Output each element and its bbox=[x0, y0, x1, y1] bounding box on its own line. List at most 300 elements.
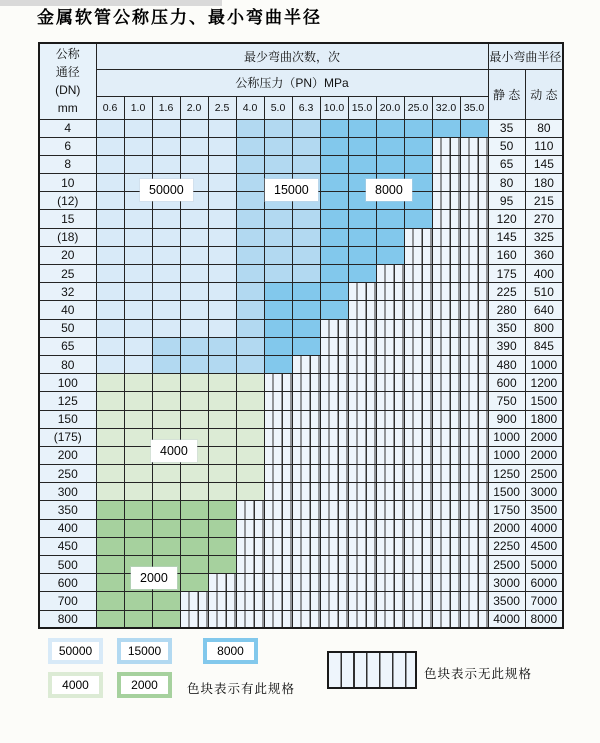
dn-cell: 300 bbox=[39, 483, 96, 501]
static-radius-cell: 145 bbox=[488, 228, 525, 246]
spec-cell-4000 bbox=[124, 446, 152, 464]
no-spec-cell bbox=[404, 483, 432, 501]
min-bend-radius-header: 最小弯曲半径 bbox=[488, 43, 563, 69]
dn-cell: 4 bbox=[39, 119, 96, 137]
no-spec-cell bbox=[432, 483, 460, 501]
spec-cell-50000 bbox=[96, 119, 124, 137]
dynamic-radius-cell: 325 bbox=[525, 228, 563, 246]
no-spec-cell bbox=[460, 483, 488, 501]
spec-cell-2000 bbox=[208, 501, 236, 519]
legend-swatch-value: 15000 bbox=[121, 642, 168, 660]
dynamic-radius-cell: 2000 bbox=[525, 428, 563, 446]
no-spec-cell bbox=[432, 610, 460, 628]
no-spec-cell bbox=[320, 592, 348, 610]
spec-cell-50000 bbox=[180, 283, 208, 301]
spec-cell-50000 bbox=[124, 319, 152, 337]
spec-cell-50000 bbox=[96, 192, 124, 210]
spec-cell-50000 bbox=[152, 319, 180, 337]
dynamic-radius-cell: 110 bbox=[525, 137, 563, 155]
dynamic-radius-cell: 1200 bbox=[525, 374, 563, 392]
spec-cell-8000 bbox=[292, 283, 320, 301]
no-spec-cell bbox=[460, 283, 488, 301]
no-spec-cell bbox=[348, 446, 376, 464]
no-spec-cell bbox=[432, 592, 460, 610]
no-spec-cell bbox=[292, 465, 320, 483]
dynamic-radius-cell: 360 bbox=[525, 246, 563, 264]
pressure-col-header: 1.6 bbox=[152, 96, 180, 119]
spec-cell-2000 bbox=[96, 556, 124, 574]
no-spec-cell bbox=[236, 537, 264, 555]
spec-cell-2000 bbox=[152, 592, 180, 610]
static-radius-cell: 35 bbox=[488, 119, 525, 137]
static-radius-cell: 65 bbox=[488, 155, 525, 173]
no-spec-cell bbox=[320, 519, 348, 537]
spec-cell-50000 bbox=[124, 155, 152, 173]
legend-swatch-50000 bbox=[48, 638, 103, 664]
pressure-col-header: 32.0 bbox=[432, 96, 460, 119]
static-radius-cell: 390 bbox=[488, 337, 525, 355]
no-spec-cell bbox=[404, 592, 432, 610]
table-row bbox=[39, 556, 563, 574]
zone-count-label: 2000 bbox=[131, 567, 177, 589]
spec-cell-50000 bbox=[152, 265, 180, 283]
static-radius-cell: 1500 bbox=[488, 483, 525, 501]
spec-cell-2000 bbox=[124, 537, 152, 555]
no-spec-cell bbox=[292, 355, 320, 373]
spec-cell-50000 bbox=[96, 228, 124, 246]
dn-cell: 25 bbox=[39, 265, 96, 283]
dn-cell: 65 bbox=[39, 337, 96, 355]
no-spec-cell bbox=[264, 519, 292, 537]
no-spec-cell bbox=[404, 610, 432, 628]
table-row bbox=[39, 155, 563, 173]
spec-cell-8000 bbox=[320, 192, 348, 210]
no-spec-cell bbox=[264, 428, 292, 446]
no-spec-cell bbox=[320, 446, 348, 464]
no-spec-cell bbox=[432, 137, 460, 155]
spec-cell-4000 bbox=[152, 465, 180, 483]
no-spec-cell bbox=[460, 574, 488, 592]
no-spec-cell bbox=[292, 483, 320, 501]
spec-cell-2000 bbox=[124, 519, 152, 537]
no-spec-cell bbox=[236, 519, 264, 537]
no-spec-cell bbox=[404, 465, 432, 483]
spec-table bbox=[38, 42, 564, 629]
spec-cell-8000 bbox=[376, 228, 404, 246]
no-spec-cell bbox=[348, 610, 376, 628]
no-spec-cell bbox=[404, 246, 432, 264]
spec-cell-2000 bbox=[96, 574, 124, 592]
dn-cell: (18) bbox=[39, 228, 96, 246]
no-spec-cell bbox=[348, 301, 376, 319]
static-radius-cell: 2000 bbox=[488, 519, 525, 537]
spec-cell-8000 bbox=[376, 137, 404, 155]
legend-swatch-4000 bbox=[48, 672, 103, 698]
spec-cell-8000 bbox=[320, 155, 348, 173]
spec-cell-4000 bbox=[180, 410, 208, 428]
dn-cell: 50 bbox=[39, 319, 96, 337]
no-spec-cell bbox=[320, 319, 348, 337]
spec-cell-15000 bbox=[236, 137, 264, 155]
spec-cell-4000 bbox=[208, 374, 236, 392]
static-radius-cell: 160 bbox=[488, 246, 525, 264]
no-spec-cell bbox=[460, 519, 488, 537]
table-row bbox=[39, 210, 563, 228]
no-spec-cell bbox=[460, 174, 488, 192]
spec-cell-50000 bbox=[208, 174, 236, 192]
pressure-col-header: 10.0 bbox=[320, 96, 348, 119]
static-radius-cell: 4000 bbox=[488, 610, 525, 628]
no-spec-cell bbox=[432, 537, 460, 555]
spec-cell-15000 bbox=[152, 355, 180, 373]
dynamic-radius-cell: 215 bbox=[525, 192, 563, 210]
dn-cell: 40 bbox=[39, 301, 96, 319]
no-spec-cell bbox=[404, 228, 432, 246]
spec-cell-8000 bbox=[292, 337, 320, 355]
spec-cell-50000 bbox=[208, 265, 236, 283]
spec-cell-50000 bbox=[124, 210, 152, 228]
spec-cell-4000 bbox=[124, 483, 152, 501]
no-spec-cell bbox=[404, 374, 432, 392]
spec-cell-50000 bbox=[208, 137, 236, 155]
spec-cell-2000 bbox=[96, 501, 124, 519]
no-spec-cell bbox=[432, 410, 460, 428]
spec-cell-50000 bbox=[96, 265, 124, 283]
no-spec-cell bbox=[404, 355, 432, 373]
no-spec-cell bbox=[236, 574, 264, 592]
dynamic-radius-cell: 5000 bbox=[525, 556, 563, 574]
static-radius-cell: 80 bbox=[488, 174, 525, 192]
dn-cell: 250 bbox=[39, 465, 96, 483]
bend-cycles-header: 最少弯曲次数，次 bbox=[96, 43, 488, 69]
no-spec-cell bbox=[460, 319, 488, 337]
spec-cell-50000 bbox=[152, 283, 180, 301]
table-row bbox=[39, 537, 563, 555]
no-spec-cell bbox=[320, 465, 348, 483]
static-radius-cell: 900 bbox=[488, 410, 525, 428]
static-radius-cell: 95 bbox=[488, 192, 525, 210]
no-spec-cell bbox=[460, 556, 488, 574]
no-spec-cell bbox=[348, 537, 376, 555]
spec-cell-2000 bbox=[152, 610, 180, 628]
spec-cell-50000 bbox=[124, 137, 152, 155]
no-spec-cell bbox=[460, 392, 488, 410]
static-radius-cell: 280 bbox=[488, 301, 525, 319]
legend-swatch-15000 bbox=[117, 638, 172, 664]
no-spec-cell bbox=[432, 465, 460, 483]
spec-cell-15000 bbox=[236, 155, 264, 173]
no-spec-cell bbox=[432, 174, 460, 192]
spec-cell-4000 bbox=[96, 392, 124, 410]
spec-cell-4000 bbox=[208, 392, 236, 410]
no-spec-cell bbox=[432, 155, 460, 173]
spec-cell-8000 bbox=[264, 337, 292, 355]
spec-cell-2000 bbox=[180, 537, 208, 555]
no-spec-cell bbox=[236, 556, 264, 574]
no-spec-cell bbox=[348, 519, 376, 537]
spec-cell-8000 bbox=[348, 265, 376, 283]
spec-cell-8000 bbox=[320, 283, 348, 301]
spec-cell-8000 bbox=[320, 137, 348, 155]
spec-cell-2000 bbox=[180, 519, 208, 537]
no-spec-cell bbox=[432, 374, 460, 392]
spec-cell-4000 bbox=[96, 410, 124, 428]
spec-cell-2000 bbox=[96, 519, 124, 537]
spec-cell-15000 bbox=[208, 337, 236, 355]
no-spec-cell bbox=[460, 355, 488, 373]
spec-cell-4000 bbox=[208, 465, 236, 483]
spec-cell-15000 bbox=[264, 137, 292, 155]
no-spec-cell bbox=[348, 337, 376, 355]
no-spec-cell bbox=[376, 355, 404, 373]
spec-cell-4000 bbox=[124, 410, 152, 428]
no-spec-cell bbox=[320, 610, 348, 628]
spec-cell-50000 bbox=[180, 155, 208, 173]
dn-cell: 125 bbox=[39, 392, 96, 410]
spec-cell-15000 bbox=[264, 119, 292, 137]
spec-cell-50000 bbox=[152, 137, 180, 155]
spec-cell-4000 bbox=[152, 483, 180, 501]
no-spec-cell bbox=[292, 428, 320, 446]
spec-cell-50000 bbox=[96, 210, 124, 228]
dn-cell: 32 bbox=[39, 283, 96, 301]
no-spec-cell bbox=[208, 574, 236, 592]
spec-cell-15000 bbox=[152, 337, 180, 355]
spec-cell-50000 bbox=[124, 301, 152, 319]
table-row bbox=[39, 337, 563, 355]
spec-cell-8000 bbox=[320, 228, 348, 246]
table-row bbox=[39, 392, 563, 410]
no-spec-cell bbox=[376, 556, 404, 574]
dn-cell: 400 bbox=[39, 519, 96, 537]
no-spec-cell bbox=[404, 556, 432, 574]
spec-cell-4000 bbox=[236, 428, 264, 446]
no-spec-cell bbox=[460, 228, 488, 246]
pressure-col-header: 2.0 bbox=[180, 96, 208, 119]
spec-cell-8000 bbox=[460, 119, 488, 137]
spec-cell-50000 bbox=[180, 301, 208, 319]
no-spec-cell bbox=[432, 556, 460, 574]
dn-cell: 200 bbox=[39, 446, 96, 464]
pressure-col-header: 5.0 bbox=[264, 96, 292, 119]
no-spec-cell bbox=[460, 192, 488, 210]
no-spec-cell bbox=[264, 537, 292, 555]
spec-cell-8000 bbox=[292, 319, 320, 337]
no-spec-cell bbox=[348, 410, 376, 428]
static-radius-cell: 175 bbox=[488, 265, 525, 283]
spec-cell-8000 bbox=[264, 301, 292, 319]
spec-cell-2000 bbox=[152, 519, 180, 537]
table-row bbox=[39, 501, 563, 519]
no-spec-cell bbox=[264, 392, 292, 410]
dn-cell: 450 bbox=[39, 537, 96, 555]
spec-cell-50000 bbox=[208, 210, 236, 228]
no-spec-cell bbox=[376, 301, 404, 319]
dynamic-radius-cell: 800 bbox=[525, 319, 563, 337]
spec-cell-50000 bbox=[124, 337, 152, 355]
spec-cell-8000 bbox=[348, 228, 376, 246]
table-row bbox=[39, 228, 563, 246]
no-spec-cell bbox=[292, 519, 320, 537]
no-spec-cell bbox=[460, 592, 488, 610]
spec-cell-4000 bbox=[236, 410, 264, 428]
no-spec-cell bbox=[376, 283, 404, 301]
spec-cell-15000 bbox=[180, 355, 208, 373]
spec-cell-50000 bbox=[208, 301, 236, 319]
page-title: 金属软管公称压力、最小弯曲半径 bbox=[37, 8, 322, 28]
dynamic-radius-cell: 510 bbox=[525, 283, 563, 301]
spec-cell-2000 bbox=[180, 574, 208, 592]
spec-cell-4000 bbox=[152, 374, 180, 392]
no-spec-cell bbox=[236, 610, 264, 628]
no-spec-cell bbox=[432, 428, 460, 446]
dn-cell: (175) bbox=[39, 428, 96, 446]
dynamic-radius-cell: 4500 bbox=[525, 537, 563, 555]
static-radius-cell: 600 bbox=[488, 374, 525, 392]
spec-cell-15000 bbox=[264, 246, 292, 264]
spec-cell-4000 bbox=[180, 483, 208, 501]
table-row bbox=[39, 265, 563, 283]
no-spec-cell bbox=[376, 337, 404, 355]
no-spec-cell bbox=[236, 501, 264, 519]
static-radius-cell: 3500 bbox=[488, 592, 525, 610]
spec-cell-4000 bbox=[96, 374, 124, 392]
spec-cell-15000 bbox=[236, 119, 264, 137]
spec-cell-4000 bbox=[208, 428, 236, 446]
spec-cell-50000 bbox=[96, 283, 124, 301]
no-spec-cell bbox=[404, 283, 432, 301]
spec-cell-15000 bbox=[292, 246, 320, 264]
table-row bbox=[39, 119, 563, 137]
spec-cell-8000 bbox=[348, 246, 376, 264]
dynamic-radius-cell: 8000 bbox=[525, 610, 563, 628]
static-radius-cell: 225 bbox=[488, 283, 525, 301]
spec-cell-8000 bbox=[348, 137, 376, 155]
spec-cell-8000 bbox=[376, 155, 404, 173]
no-spec-cell bbox=[264, 465, 292, 483]
zone-count-label: 15000 bbox=[265, 179, 318, 201]
spec-cell-50000 bbox=[180, 246, 208, 264]
no-spec-cell bbox=[376, 501, 404, 519]
dynamic-radius-cell: 845 bbox=[525, 337, 563, 355]
zone-count-label: 50000 bbox=[140, 179, 193, 201]
no-spec-cell bbox=[292, 574, 320, 592]
no-spec-cell bbox=[348, 355, 376, 373]
spec-cell-8000 bbox=[432, 119, 460, 137]
spec-cell-50000 bbox=[152, 155, 180, 173]
spec-cell-4000 bbox=[152, 410, 180, 428]
dynamic-radius-cell: 80 bbox=[525, 119, 563, 137]
spec-cell-8000 bbox=[320, 210, 348, 228]
spec-cell-50000 bbox=[180, 137, 208, 155]
spec-cell-2000 bbox=[208, 537, 236, 555]
spec-cell-50000 bbox=[152, 301, 180, 319]
no-spec-cell bbox=[376, 374, 404, 392]
table-row bbox=[39, 465, 563, 483]
spec-cell-50000 bbox=[96, 301, 124, 319]
table-row bbox=[39, 592, 563, 610]
spec-cell-8000 bbox=[404, 137, 432, 155]
spec-cell-50000 bbox=[180, 210, 208, 228]
spec-cell-50000 bbox=[152, 210, 180, 228]
spec-cell-8000 bbox=[320, 119, 348, 137]
spec-cell-4000 bbox=[208, 446, 236, 464]
spec-cell-15000 bbox=[236, 337, 264, 355]
no-spec-cell bbox=[320, 574, 348, 592]
no-spec-cell bbox=[432, 337, 460, 355]
no-spec-cell bbox=[404, 392, 432, 410]
spec-cell-2000 bbox=[208, 519, 236, 537]
dynamic-radius-cell: 4000 bbox=[525, 519, 563, 537]
spec-cell-15000 bbox=[236, 174, 264, 192]
spec-cell-50000 bbox=[152, 119, 180, 137]
no-spec-cell bbox=[460, 410, 488, 428]
spec-cell-8000 bbox=[376, 246, 404, 264]
spec-cell-4000 bbox=[180, 465, 208, 483]
spec-cell-8000 bbox=[376, 210, 404, 228]
spec-cell-50000 bbox=[180, 265, 208, 283]
no-spec-cell bbox=[432, 301, 460, 319]
dn-header-line: 通径 bbox=[55, 65, 80, 80]
no-spec-cell bbox=[432, 501, 460, 519]
no-spec-cell bbox=[264, 446, 292, 464]
spec-cell-15000 bbox=[236, 228, 264, 246]
pressure-col-header: 25.0 bbox=[404, 96, 432, 119]
static-radius-cell: 2250 bbox=[488, 537, 525, 555]
no-spec-cell bbox=[348, 592, 376, 610]
dynamic-radius-cell: 1500 bbox=[525, 392, 563, 410]
spec-cell-4000 bbox=[124, 374, 152, 392]
spec-cell-50000 bbox=[152, 246, 180, 264]
spec-cell-50000 bbox=[208, 319, 236, 337]
no-spec-cell bbox=[460, 337, 488, 355]
static-radius-cell: 120 bbox=[488, 210, 525, 228]
spec-cell-50000 bbox=[152, 228, 180, 246]
no-spec-cell bbox=[376, 446, 404, 464]
dn-cell: 6 bbox=[39, 137, 96, 155]
spec-cell-8000 bbox=[348, 119, 376, 137]
no-spec-cell bbox=[208, 592, 236, 610]
legend-swatch-value: 4000 bbox=[52, 676, 99, 694]
spec-cell-15000 bbox=[180, 337, 208, 355]
spec-cell-15000 bbox=[264, 228, 292, 246]
pressure-col-header: 6.3 bbox=[292, 96, 320, 119]
no-spec-cell bbox=[376, 537, 404, 555]
spec-cell-2000 bbox=[208, 556, 236, 574]
legend-swatch-value: 2000 bbox=[121, 676, 168, 694]
pressure-col-header: 35.0 bbox=[460, 96, 488, 119]
spec-cell-2000 bbox=[152, 537, 180, 555]
dynamic-radius-cell: 3000 bbox=[525, 483, 563, 501]
spec-cell-50000 bbox=[124, 119, 152, 137]
spec-cell-4000 bbox=[236, 483, 264, 501]
no-spec-cell bbox=[292, 501, 320, 519]
no-spec-cell bbox=[460, 446, 488, 464]
no-spec-cell bbox=[404, 519, 432, 537]
spec-cell-15000 bbox=[236, 355, 264, 373]
no-spec-cell bbox=[348, 319, 376, 337]
no-spec-cell bbox=[404, 301, 432, 319]
no-spec-cell bbox=[460, 155, 488, 173]
spec-cell-50000 bbox=[96, 355, 124, 373]
spec-cell-4000 bbox=[236, 392, 264, 410]
table-row bbox=[39, 374, 563, 392]
dn-cell: 350 bbox=[39, 501, 96, 519]
spec-cell-50000 bbox=[124, 355, 152, 373]
dynamic-radius-cell: 640 bbox=[525, 301, 563, 319]
no-spec-cell bbox=[320, 410, 348, 428]
has-spec-legend-text: 色块表示有此规格 bbox=[187, 682, 296, 696]
